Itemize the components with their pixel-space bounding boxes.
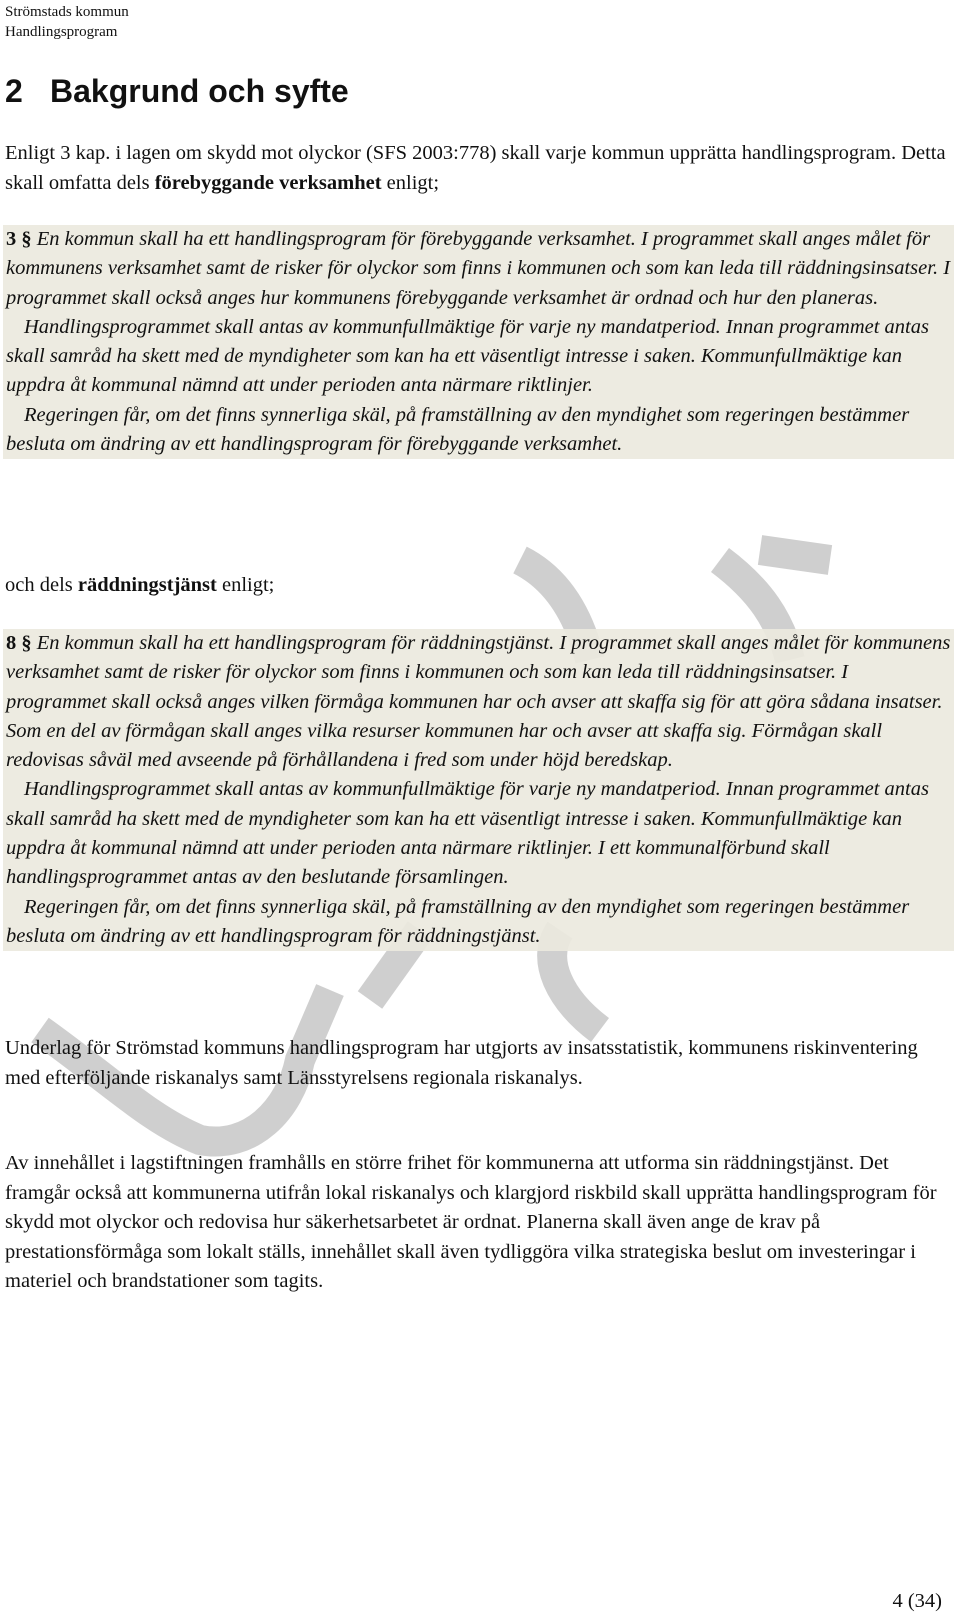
middle-paragraph (5, 571, 950, 601)
header-document: Handlingsprogram (5, 24, 118, 40)
middle-bold: räddningstjänst (77, 574, 217, 596)
law-quote-8-paragraph-1 (6, 629, 952, 775)
law-quote-3-paragraph-1 (6, 225, 952, 313)
intro-text: Enligt 3 kap. i lagen om skydd mot olyckor (SFS 2003:778) skall varje kommun upprätta handlingsprogram. Detta skall omfatta dels (5, 142, 946, 194)
law-quote-8 (3, 629, 954, 951)
law-quote-8-section-ref: 8 § (6, 632, 32, 654)
header-municipality: Strömstads kommun (5, 4, 129, 20)
law-quote-3-text-1: En kommun skall ha ett handlingsprogram för förebyggande verksamhet. I programmet skall anges målet för kommunens verksamhet samt de risker för olyckor som finns i kommunen och som kan leda till räddningsinsatser. I programmet skall också anges hur kommunens förebyggande verksamhet är ordnad och hur den planeras. (6, 228, 951, 309)
law-quote-8-text-1: En kommun skall ha ett handlingsprogram för räddningstjänst. I programmet skall anges målet för kommunens verksamhet samt de risker för olyckor som finns i kommunen och som kan leda till räddningsinsatser. I programmet skall också anges vilken förmåga kommunen har och avser att skaffa sig för att göra sådana insatser. Som en del av förmågan skall anges vilka resurser kommunen har och avser att skaffa sig. Förmågan skall redovisas såväl med avseende på förhållandena i fred som under höjd beredskap. (6, 632, 951, 772)
law-quote-8-paragraph-2: Handlingsprogrammet skall antas av kommunfullmäktige för varje ny mandatperiod. Innan programmet antas skall samråd ha skett med de myndigheter som kan ha ett väsentligt intresse i saken. Kommunfullmäktige kan uppdra åt kommunal nämnd att under perioden anta närmare riktlinjer. I ett kommunalförbund skall handlingsprogrammet antas av den beslutande församlingen. (6, 778, 929, 889)
section-title: Bakgrund och syfte (50, 73, 349, 109)
intro-text-end: enligt; (381, 171, 440, 194)
intro-bold: förebyggande verksamhet (154, 171, 382, 194)
law-quote-8-paragraph-3: Regeringen får, om det finns synnerliga skäl, på framställning av den myndighet som regeringen bestämmer besluta om ändring av ett handlingsprogram för räddningstjänst. (6, 895, 910, 947)
body-paragraph-2: Av innehållet i lagstiftningen framhålls en större frihet för kommunerna att utforma sin räddningstjänst. Det framgår också att kommunerna utifrån lokal riskanalys och klargjord riskbild skall upprätta handlingsprogram för skydd mot olyckor och redovisa hur säkerhetsarbetet är ordnat. Planerna skall även ange de krav på prestationsförmåga som lokalt ställs, innehållet skall även tydliggöra vilka strategiska beslut om investeringar i materiel och brandstationer som tagits. (5, 1152, 937, 1292)
body-paragraph-1: Underlag för Strömstad kommuns handlingsprogram har utgjorts av insatsstatistik, kommunens riskinventering med efterföljande riskanalys samt Länsstyrelsens regionala riskanalys. (5, 1037, 918, 1089)
law-quote-3-section-ref: 3 § (6, 228, 32, 250)
middle-text: och dels (5, 574, 78, 596)
section-heading (5, 69, 349, 113)
law-quote-3-paragraph-2: Handlingsprogrammet skall antas av kommunfullmäktige för varje ny mandatperiod. Innan programmet antas skall samråd ha skett med de myndigheter som kan ha ett väsentligt intresse i saken. Kommunfullmäktige kan uppdra åt kommunal nämnd att under perioden anta närmare riktlinjer. (6, 315, 929, 397)
middle-text-end: enligt; (216, 574, 275, 596)
law-quote-3-paragraph-3: Regeringen får, om det finns synnerliga skäl, på framställning av den myndighet som regeringen bestämmer besluta om ändring av ett handlingsprogram för förebyggande verksamhet. (6, 403, 910, 456)
page-number: 4 (34) (892, 1590, 942, 1612)
intro-paragraph (5, 139, 950, 198)
watermark-stroke-s4 (760, 550, 830, 560)
page-header (5, 2, 129, 42)
law-quote-3 (3, 225, 954, 459)
section-number: 2 (5, 73, 23, 109)
